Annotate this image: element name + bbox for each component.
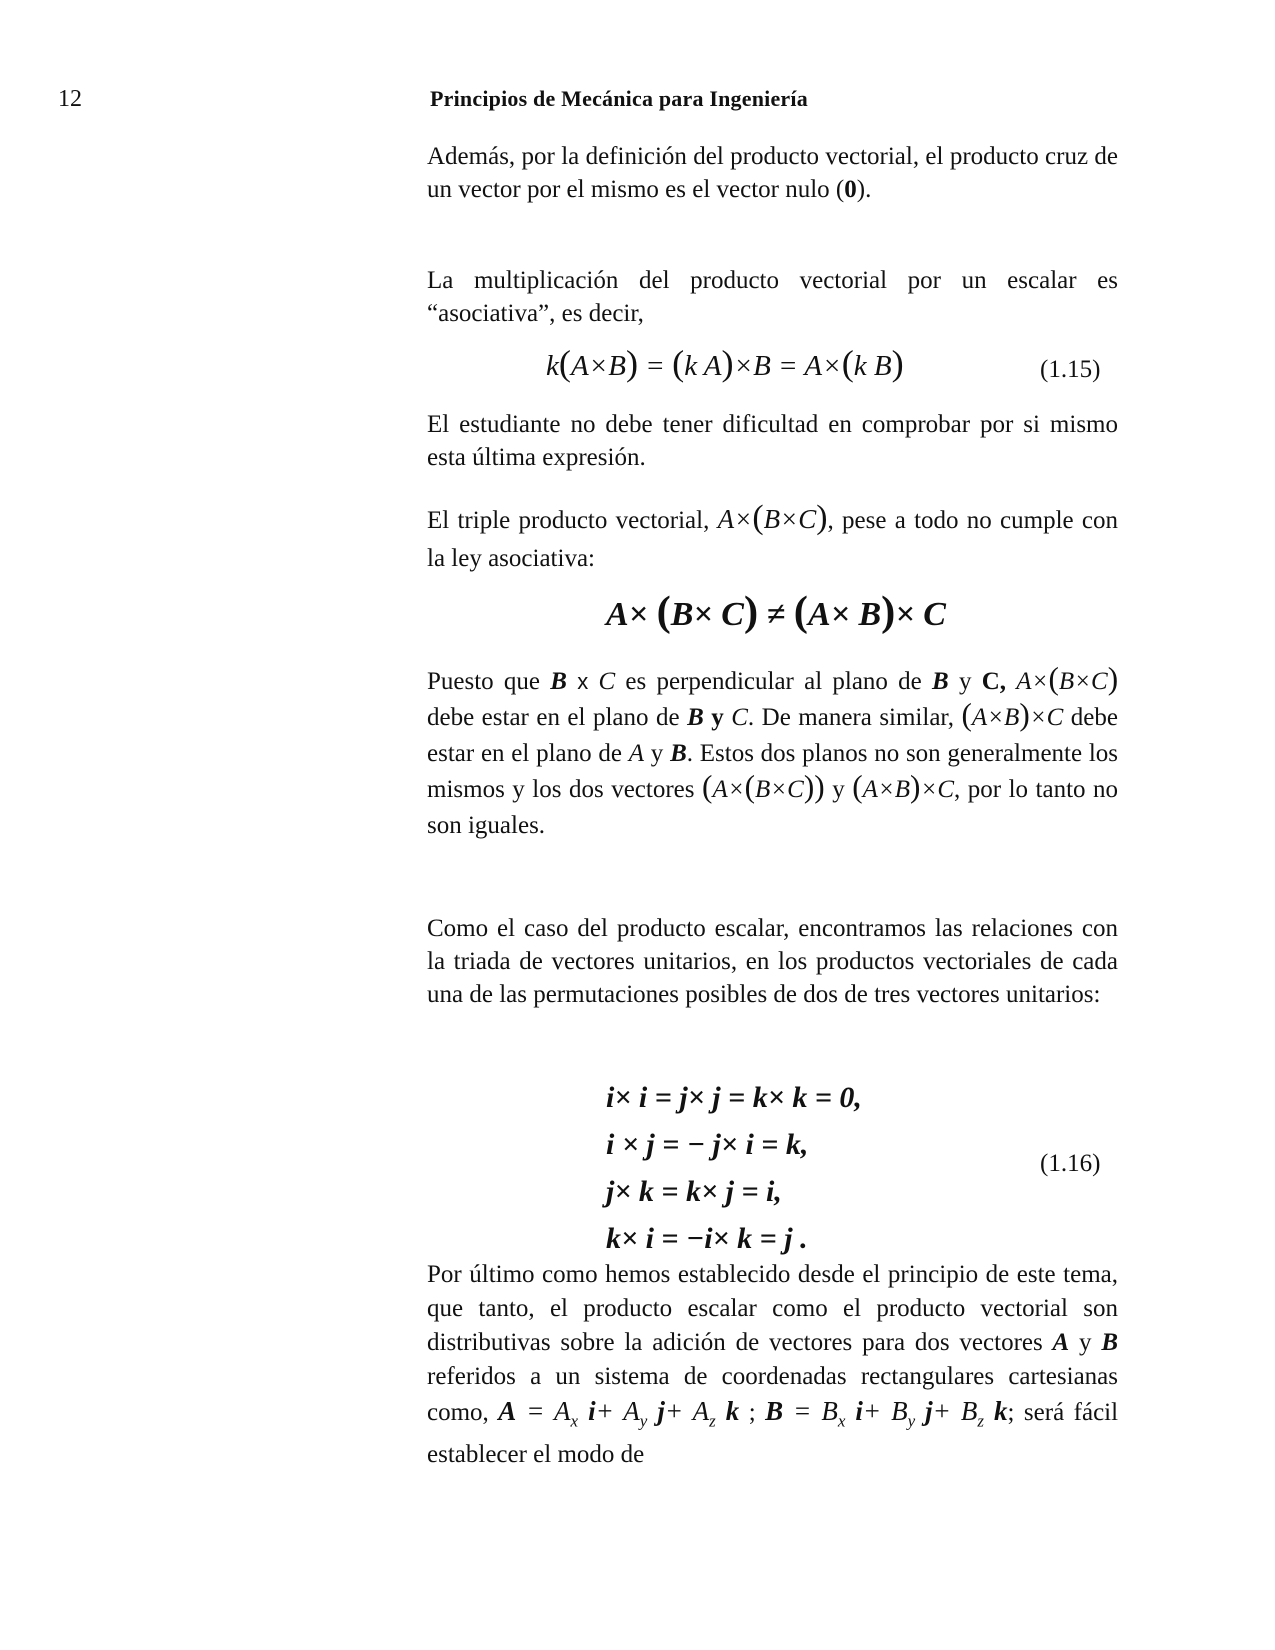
running-title: Principios de Mecánica para Ingeniería (430, 86, 808, 111)
paragraph-5: Puesto que B x C es perpendicular al plano de B y C, A×(B×C) debe estar en el plano de B y C. De manera similar, (A×B)×C debe estar en el plano de A y B. Estos dos planos no son generalmente los mismos y los dos vectores (A×(B×C)) y (A×B)×C, por lo tanto no son iguales. (427, 661, 1119, 839)
equation-line-4: k× i = −i× k = j . (606, 1222, 808, 1255)
paragraph-4: El triple producto vectorial, A×(B×C), pese a todo no cumple con la ley asociativa: (427, 499, 1118, 572)
equation-line-1: i× i = j× j = k× k = 0, (606, 1081, 862, 1114)
equation-1-16 (606, 1074, 862, 1262)
equation-line-2: i × j = − j× i = k, (606, 1128, 809, 1161)
paragraph-2: La multiplicación del producto vectorial por un escalar es “asociativa”, es decir, (427, 267, 1118, 327)
equation-line-3: j× k = k× j = i, (606, 1175, 782, 1208)
equation-triple-product: A× (B× C) ≠ (A× B)× C (606, 588, 946, 635)
page-number: 12 (58, 86, 82, 112)
equation-number-1-15: (1.15) (1040, 356, 1101, 383)
equation-1-15: k(A×B) = (k A)×B = A×(k B) (546, 343, 904, 383)
paragraph-3: El estudiante no debe tener dificultad en comprobar por si mismo esta última expresión. (427, 411, 1118, 471)
equation-number-1-16: (1.16) (1040, 1150, 1101, 1177)
paragraph-7: Por último como hemos establecido desde el principio de este tema, que tanto, el producto escalar como el producto vectorial son distributivas sobre la adición de vectores para dos vectores A y B referidos a un sistema de coordenadas rectangulares cartesianas como, $A = A_x$ $i+ A_y$ $j+ A_z$ k ; $B = B_x$ $i+ B_y$ $j+ B_z$ k; será fácil establecer el modo de (427, 1261, 1119, 1469)
paragraph-6: Como el caso del producto escalar, encontramos las relaciones con la triada de vectores unitarios, en los productos vectoriales de cada una de las permutaciones posibles de dos de tres vectores unitarios: (427, 915, 1118, 1008)
paragraph-1: Además, por la definición del producto vectorial, el producto cruz de un vector por el mismo es el vector nulo (0). (427, 143, 1118, 203)
